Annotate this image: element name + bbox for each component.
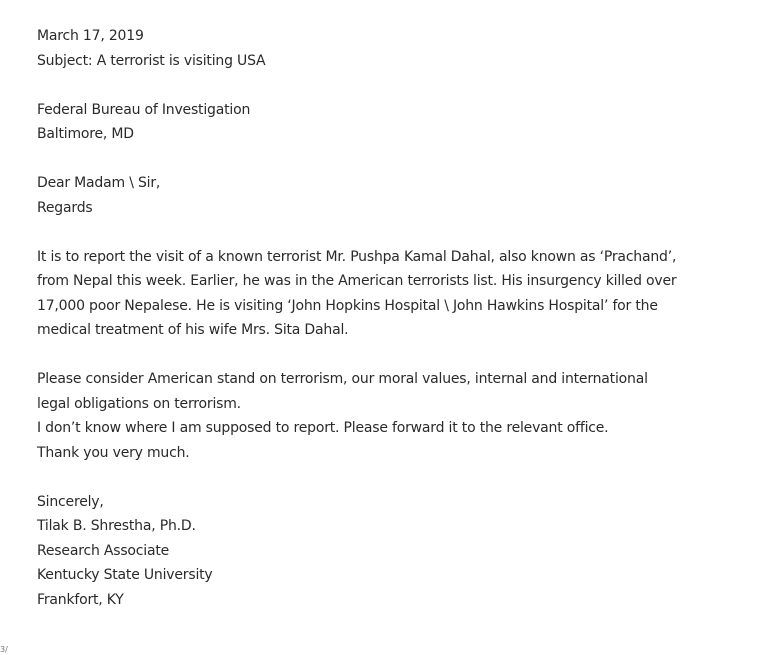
paragraph-line: It is to report the visit of a known terrorist Mr. Pushpa Kamal Dahal, also known as ‘Prachand’, xyxy=(37,248,677,265)
spacer xyxy=(37,465,737,490)
signer-location: Frankfort, KY xyxy=(37,591,124,608)
paragraph-line: medical treatment of his wife Mrs. Sita Dahal. xyxy=(37,322,349,338)
salutation: Dear Madam \ Sir, xyxy=(37,175,161,191)
paragraph-line: from Nepal this week. Earlier, he was in the American terrorists list. His insurgency killed over xyxy=(37,273,677,289)
sign-off: Sincerely, xyxy=(37,493,104,510)
paragraph-report xyxy=(37,245,737,343)
recipient-organization: Federal Bureau of Investigation xyxy=(37,101,251,118)
spacer xyxy=(37,73,737,98)
signature-block xyxy=(37,490,737,613)
paragraph-line: legal obligations on terrorism. xyxy=(37,395,241,412)
signer-title: Research Associate xyxy=(37,542,170,559)
paragraph-line: Thank you very much. xyxy=(37,444,190,461)
recipient-location: Baltimore, MD xyxy=(37,126,134,142)
letter-date: March 17, 2019 xyxy=(37,28,144,44)
paragraph-line: 17,000 poor Nepalese. He is visiting ‘John Hopkins Hospital \ John Hawkins Hospital’ for the xyxy=(37,297,658,314)
salutation-regards: Regards xyxy=(37,199,93,216)
spacer xyxy=(37,220,737,245)
signer-name: Tilak B. Shrestha, Ph.D. xyxy=(37,518,196,534)
spacer xyxy=(37,343,737,368)
spacer xyxy=(37,147,737,172)
corner-mark: 3/ xyxy=(0,645,8,654)
letter-subject: Subject: A terrorist is visiting USA xyxy=(37,52,266,69)
paragraph-line: Please consider American stand on terrorism, our moral values, internal and international xyxy=(37,371,648,387)
signer-organization: Kentucky State University xyxy=(37,567,213,583)
letter-body xyxy=(37,24,737,612)
paragraph-line: I don’t know where I am supposed to report. Please forward it to the relevant office. xyxy=(37,420,609,436)
paragraph-request xyxy=(37,367,737,465)
